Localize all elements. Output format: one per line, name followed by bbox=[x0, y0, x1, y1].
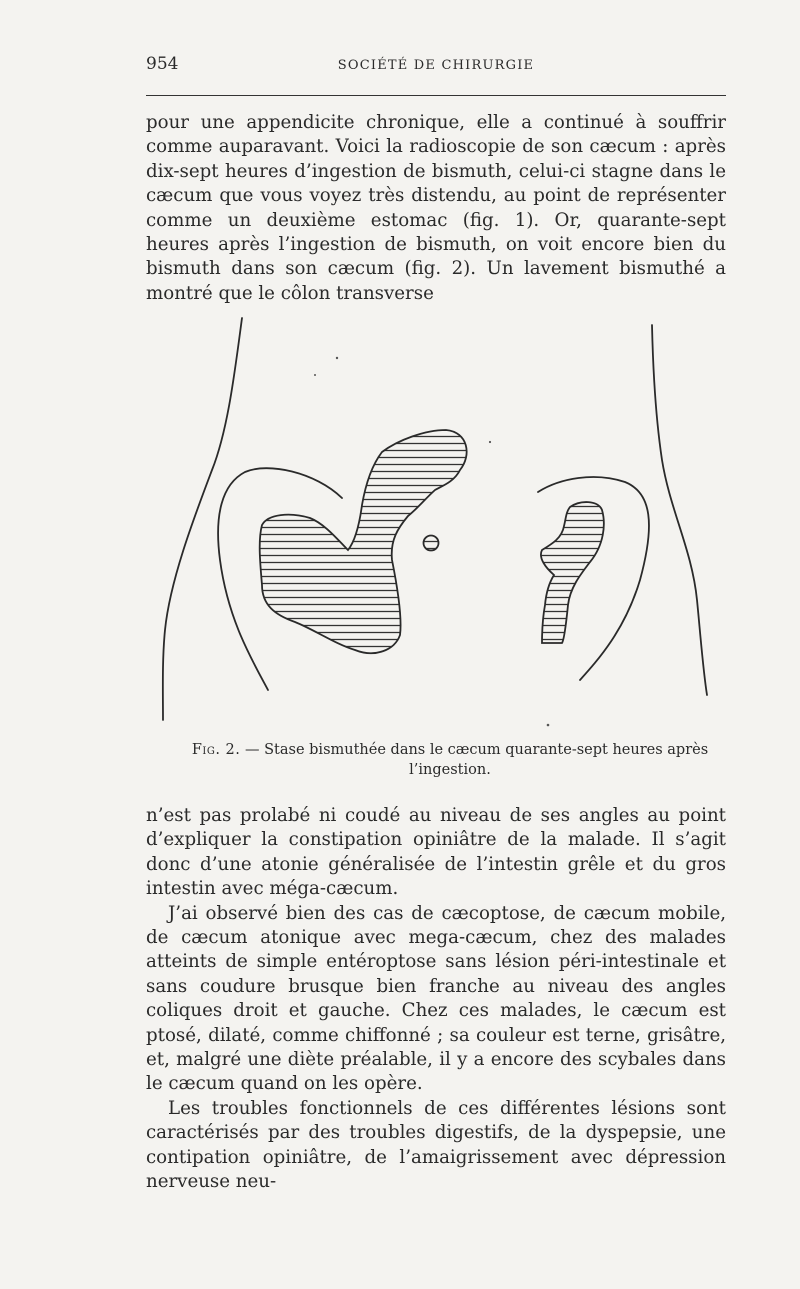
figure-caption-text: — Stase bismuthée dans le cæcum quarante-sept heures après l’ingestion. bbox=[245, 742, 709, 778]
paragraph: n’est pas prolabé ni coudé au niveau de ses angles au point d’expliquer la constipation opiniâtre de la malade. Il s’agit donc d’une atonie généralisée de l’intestin grêle et du gros intestin avec méga-cæcum. bbox=[146, 805, 726, 900]
left-body-outline bbox=[163, 318, 242, 720]
figure-caption bbox=[180, 740, 720, 780]
colon-outline bbox=[541, 502, 604, 643]
radiograph-figure bbox=[150, 300, 800, 730]
running-title: SOCIÉTÉ DE CHIRURGIE bbox=[337, 58, 535, 73]
figure-label: Fig. 2. bbox=[191, 742, 241, 758]
page-number: 954 bbox=[146, 54, 179, 74]
page-header bbox=[146, 52, 726, 82]
paragraph-continued: pour une appendicite chronique, elle a continué à souffrir comme auparavant. Voici la radioscopie de son cæcum : après dix-sept heures d’ingestion de bismuth, celui-ci stagne dans le cæcum que vous voyez très distendu, au point de représenter comme un deuxième estomac (fig. 1). Or, quarante-sept heures après l’ingestion de bismuth, on voit encore bien du bismuth dans son cæcum (fig. 2). Un lavement bismuthé a montré que le côlon transverse bbox=[146, 112, 726, 304]
top-text-block bbox=[146, 111, 726, 306]
paragraph: Les troubles fonctionnels de ces différentes lésions sont caractérisés par des troubles digestifs, de la dyspepsie, une contipation opiniâtre, de l’amaigrissement avec dépression nerveuse neu- bbox=[146, 1097, 726, 1193]
bismuth-ring bbox=[424, 536, 439, 551]
bottom-text-block bbox=[146, 804, 726, 1195]
paragraph: J’ai observé bien des cas de cæcoptose, de cæcum mobile, de cæcum atonique avec mega-cæcum, chez des malades atteints de simple entéroptose sans lésion péri-intestinale et sans coudure brusque bien franche au niveau des angles coliques droit et gauche. Chez ces malades, le cæcum est ptosé, dilaté, comme chiffonné ; sa couleur est terne, grisâtre, et, malgré une diète préalable, il y a encore des scybales dans le cæcum quand on les opère. bbox=[146, 902, 726, 1095]
right-body-outline bbox=[652, 325, 707, 695]
header-rule bbox=[146, 95, 726, 96]
